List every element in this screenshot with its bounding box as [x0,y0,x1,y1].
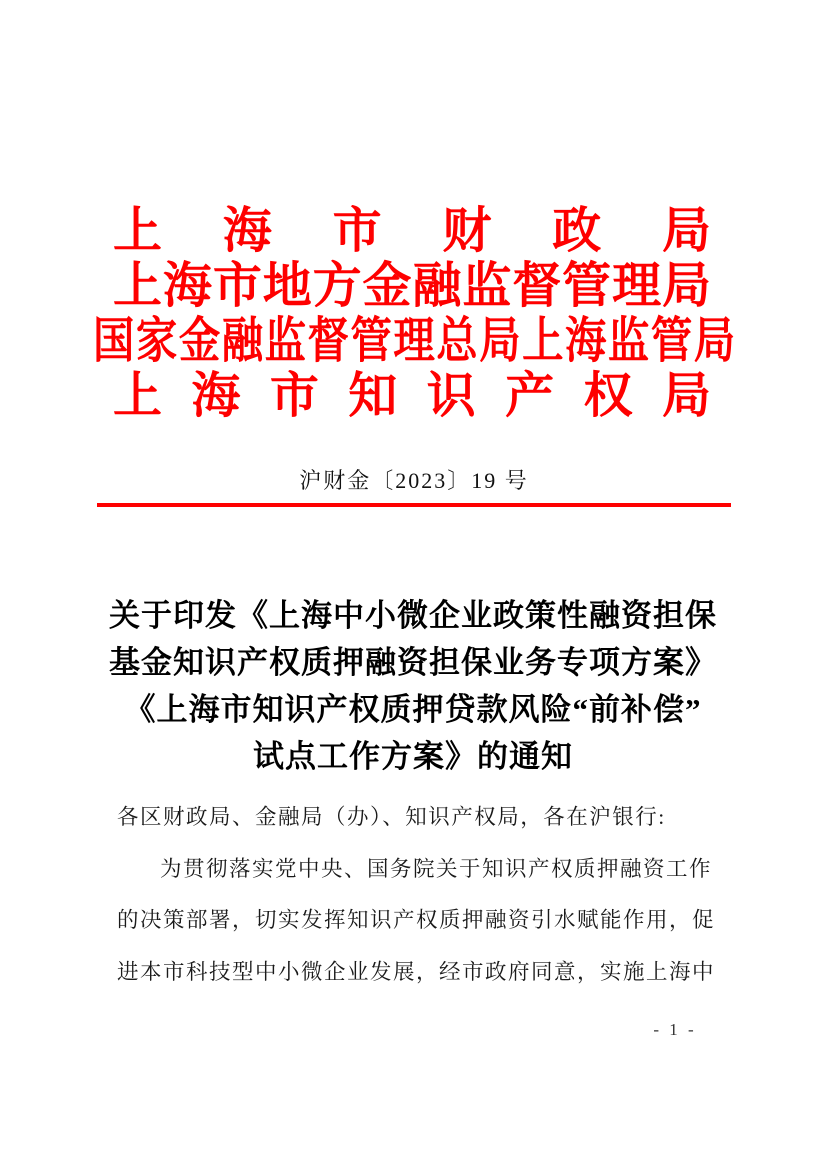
title-line: 关于印发《上海中小微企业政策性融资担保 [109,598,717,633]
body-line: 进本市科技型中小微企业发展，经市政府同意，实施上海中 [117,959,716,984]
document-number: 沪财金〔2023〕19 号 [299,468,529,493]
body-line: 的决策部署，切实发挥知识产权质押融资引水赋能作用，促 [117,908,716,932]
title-line: 基金知识产权质押融资担保业务专项方案》 [109,645,717,680]
page-number: - 1 - [653,1020,697,1039]
body-line: 为贯彻落实党中央、国务院关于知识产权质押融资工作 [160,856,713,881]
title-line: 《上海市知识产权质押贷款风险“前补偿” [124,692,702,727]
agency-name-line: 上 海 市 地 方 金 融 监 督 管 理 局 [113,258,711,313]
salutation-line: 各区财政局、金融局（办）、知识产权局，各在沪银行: [117,805,666,829]
agency-header [93,203,736,423]
red-divider-line [97,503,731,507]
agency-name-line: 上 海 市 财 政 局 [113,203,711,258]
document-title [96,592,730,780]
agency-name-line: 上 海 市 知 识 产 权 局 [113,368,711,423]
agency-name-line: 国 家 金 融 监 督 管 理 总 局 上 海 监 管 局 [93,313,736,368]
title-line: 试点工作方案》的通知 [253,739,573,774]
document-body [117,792,717,998]
